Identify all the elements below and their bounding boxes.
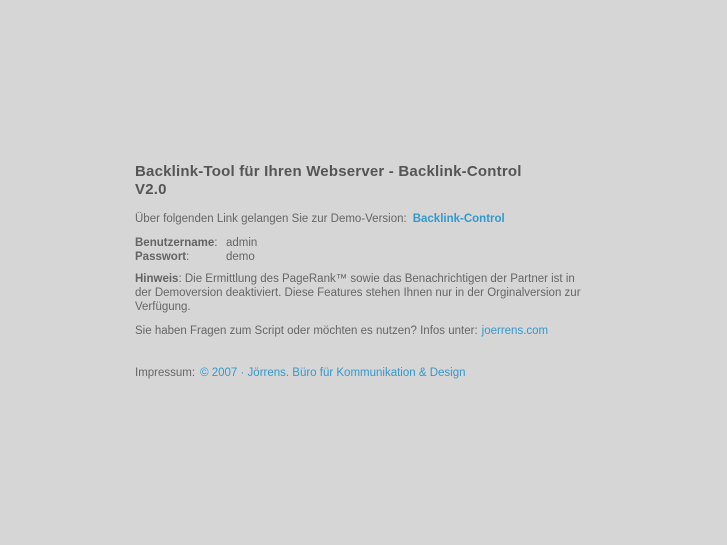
username-label-separator: : (214, 237, 218, 249)
hinweis-line-2: der Demoversion deaktiviert. Diese Features stehen Ihnen nur in der Orginalversion zur (135, 287, 581, 299)
password-value: demo (226, 251, 255, 263)
joerrens-link[interactable]: joerrens.com (481, 325, 549, 337)
demo-version-paragraph (135, 212, 592, 226)
demo-version-text: Über folgenden Link gelangen Sie zur Demo-Version: (135, 213, 407, 225)
hinweis-paragraph (135, 272, 592, 314)
page-title-line-1: Backlink-Tool für Ihren Webserver - Backlink-Control (135, 163, 522, 180)
hinweis-line-1: : Die Ermittlung des PageRank™ sowie das Benachrichtigen der Partner ist in (178, 273, 575, 285)
password-label (135, 250, 226, 264)
password-label-separator: : (186, 251, 190, 263)
credentials-row-username (135, 236, 257, 250)
imprint-paragraph (135, 366, 592, 380)
password-label-text: Passwort (135, 251, 187, 263)
page-title (135, 163, 592, 199)
contact-text: Sie haben Fragen zum Script oder möchten es nutzen? Infos unter: (135, 325, 478, 337)
hinweis-label: Hinweis (135, 273, 179, 285)
page-title-line-2: V2.0 (135, 181, 167, 198)
username-label-text: Benutzername (135, 237, 215, 249)
imprint-text: Impressum: (135, 367, 196, 379)
credentials-row-password (135, 250, 257, 264)
contact-paragraph (135, 324, 592, 338)
content-column (135, 0, 592, 380)
hinweis-line-3: Verfügung. (135, 301, 191, 313)
imprint-link[interactable]: © 2007 · Jörrens. Büro für Kommunikation & Design (200, 367, 466, 379)
credentials-table (135, 236, 257, 264)
username-value: admin (226, 237, 258, 249)
backlink-control-link[interactable]: Backlink-Control (412, 213, 505, 225)
username-label (135, 236, 226, 250)
